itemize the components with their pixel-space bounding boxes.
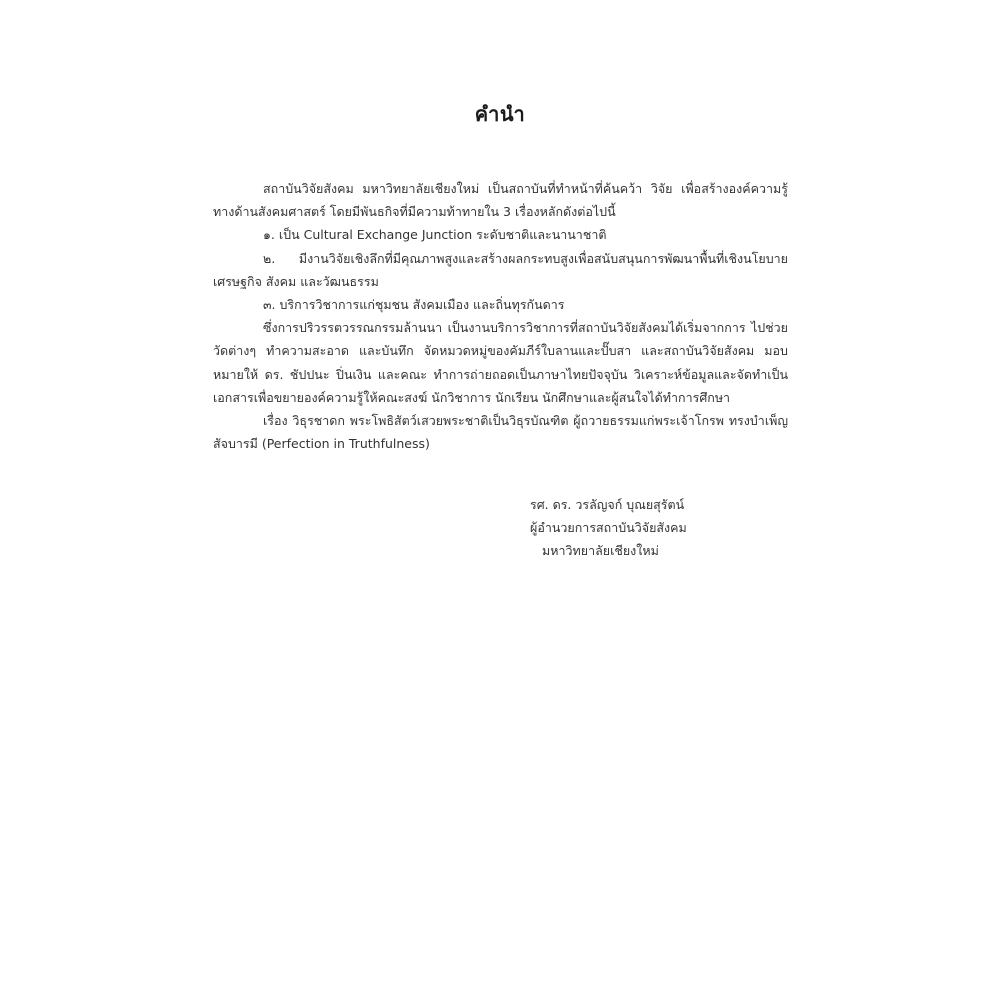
list-item-3: ๓. บริการวิชาการแก่ชุมชน สังคมเมือง และถิ่นทุรกันดาร bbox=[263, 296, 565, 312]
signatory-organization: มหาวิทยาลัยเชียงใหม่ bbox=[542, 543, 659, 559]
signatory-position: ผู้อำนวยการสถาบันวิจัยสังคม bbox=[530, 520, 687, 536]
paragraph-line: ทางด้านสังคมศาสตร์ โดยมีพันธกิจที่มีความท้าทายใน 3 เรื่องหลักดังต่อไปนี้ bbox=[213, 204, 616, 220]
paragraph-line: ซึ่งการปริวรรตวรรณกรรมล้านนา เป็นงานบริการวิชาการที่สถาบันวิจัยสังคมได้เริ่มจากการ ไปช่วย bbox=[263, 320, 788, 336]
list-item-2-continuation: เศรษฐกิจ สังคม และวัฒนธรรม bbox=[213, 273, 379, 289]
list-item-1: ๑. เป็น Cultural Exchange Junction ระดับชาติและนานาชาติ bbox=[263, 227, 607, 243]
signature-block bbox=[450, 493, 790, 563]
list-item-2: ๒. มีงานวิจัยเชิงลึกที่มีคุณภาพสูงและสร้างผลกระทบสูงเพื่อสนับสนุนการพัฒนาพื้นที่เชิงนโยบาย bbox=[263, 250, 788, 266]
paragraph-line: สัจบารมี (Perfection in Truthfulness) bbox=[213, 436, 430, 452]
paragraph-line: เอกสารเพื่อขยายองค์ความรู้ให้คณะสงฆ์ นักวิชาการ นักเรียน นักศึกษาและผู้สนใจได้ทำการศึกษา bbox=[213, 389, 731, 405]
preface-body bbox=[213, 177, 788, 455]
paragraph-line: หมายให้ ดร. ชัปปนะ ปิ่นเงิน และคณะ ทำการถ่ายถอดเป็นภาษาไทยปัจจุบัน วิเคราะห์ข้อมูลและจัดทำเป็น bbox=[213, 366, 788, 382]
paragraph-line: สถาบันวิจัยสังคม มหาวิทยาลัยเชียงใหม่ เป็นสถาบันที่ทำหน้าที่ค้นคว้า วิจัย เพื่อสร้างองค์ความรู้ bbox=[263, 181, 788, 196]
document-title: คำนำ bbox=[474, 102, 526, 126]
signatory-name: รศ. ดร. วรลัญจก์ บุณยสุรัตน์ bbox=[530, 497, 685, 512]
paragraph-line: เรื่อง วิธุรชาดก พระโพธิสัตว์เสวยพระชาติเป็นวิธุรบัณฑิต ผู้ถวายธรรมแก่พระเจ้าโกรพ ทรงบำเพ็ญ bbox=[263, 412, 788, 428]
paragraph-line: วัดต่างๆ ทำความสะอาด และบันทึก จัดหมวดหมู่ของคัมภีร์ใบลานและปั๊บสา และสถาบันวิจัยสังคม มอบ bbox=[213, 343, 788, 359]
